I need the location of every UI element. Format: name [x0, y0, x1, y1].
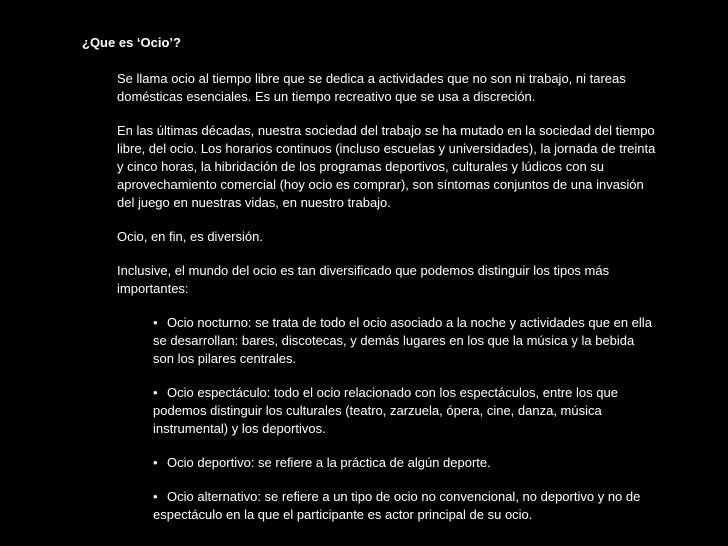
paragraph-definition: Se llama ocio al tiempo libre que se dedica a actividades que no son ni trabajo, ni tareas domésticas esenciales. Es un tiempo recreativo que se usa a discreción. [117, 71, 626, 104]
list-item [153, 314, 657, 368]
list-item-text: Ocio alternativo: se refiere a un tipo de ocio no convencional, no deportivo y no de espectáculo en la que el participante es actor principal de su ocio. [153, 489, 641, 522]
bullet-icon: • [153, 489, 158, 504]
list-item-text: Ocio deportivo: se refiere a la práctica de algún deporte. [167, 455, 491, 470]
paragraph-society: En las últimas décadas, nuestra sociedad del trabajo se ha mutado en la sociedad del tiempo libre, del ocio. Los horarios continuos (incluso escuelas y universidades), la jornada de treinta y cinco horas, la hibridación de los programas deportivos, culturales y lúdicos con su aprovechamiento comercial (hoy ocio es comprar), son síntomas conjuntos de una invasión del juego en nuestras vidas, en nuestro trabajo. [117, 123, 656, 210]
list-item [153, 454, 657, 472]
slide-body [117, 70, 657, 524]
list-item-text: Ocio espectáculo: todo el ocio relacionado con los espectáculos, entre los que podemos distinguir los culturales (teatro, zarzuela, ópera, cine, danza, música instrumental) y los deportivos. [153, 385, 618, 436]
list-item [153, 384, 657, 438]
list-item [153, 488, 657, 524]
slide-title: ¿Que es ‘Ocio’? [82, 35, 181, 50]
bullet-icon: • [153, 385, 158, 400]
types-list [153, 314, 657, 524]
list-item-text: Ocio nocturno: se trata de todo el ocio asociado a la noche y actividades que en ella se desarrollan: bares, discotecas, y demás lugares en los que la música y la bebida son los pilares centrales. [153, 315, 652, 366]
paragraph-diversion: Ocio, en fin, es diversión. [117, 229, 263, 244]
paragraph-types-intro: Inclusive, el mundo del ocio es tan diversificado que podemos distinguir los tipos más importantes: [117, 263, 610, 296]
bullet-icon: • [153, 455, 158, 470]
bullet-icon: • [153, 315, 158, 330]
